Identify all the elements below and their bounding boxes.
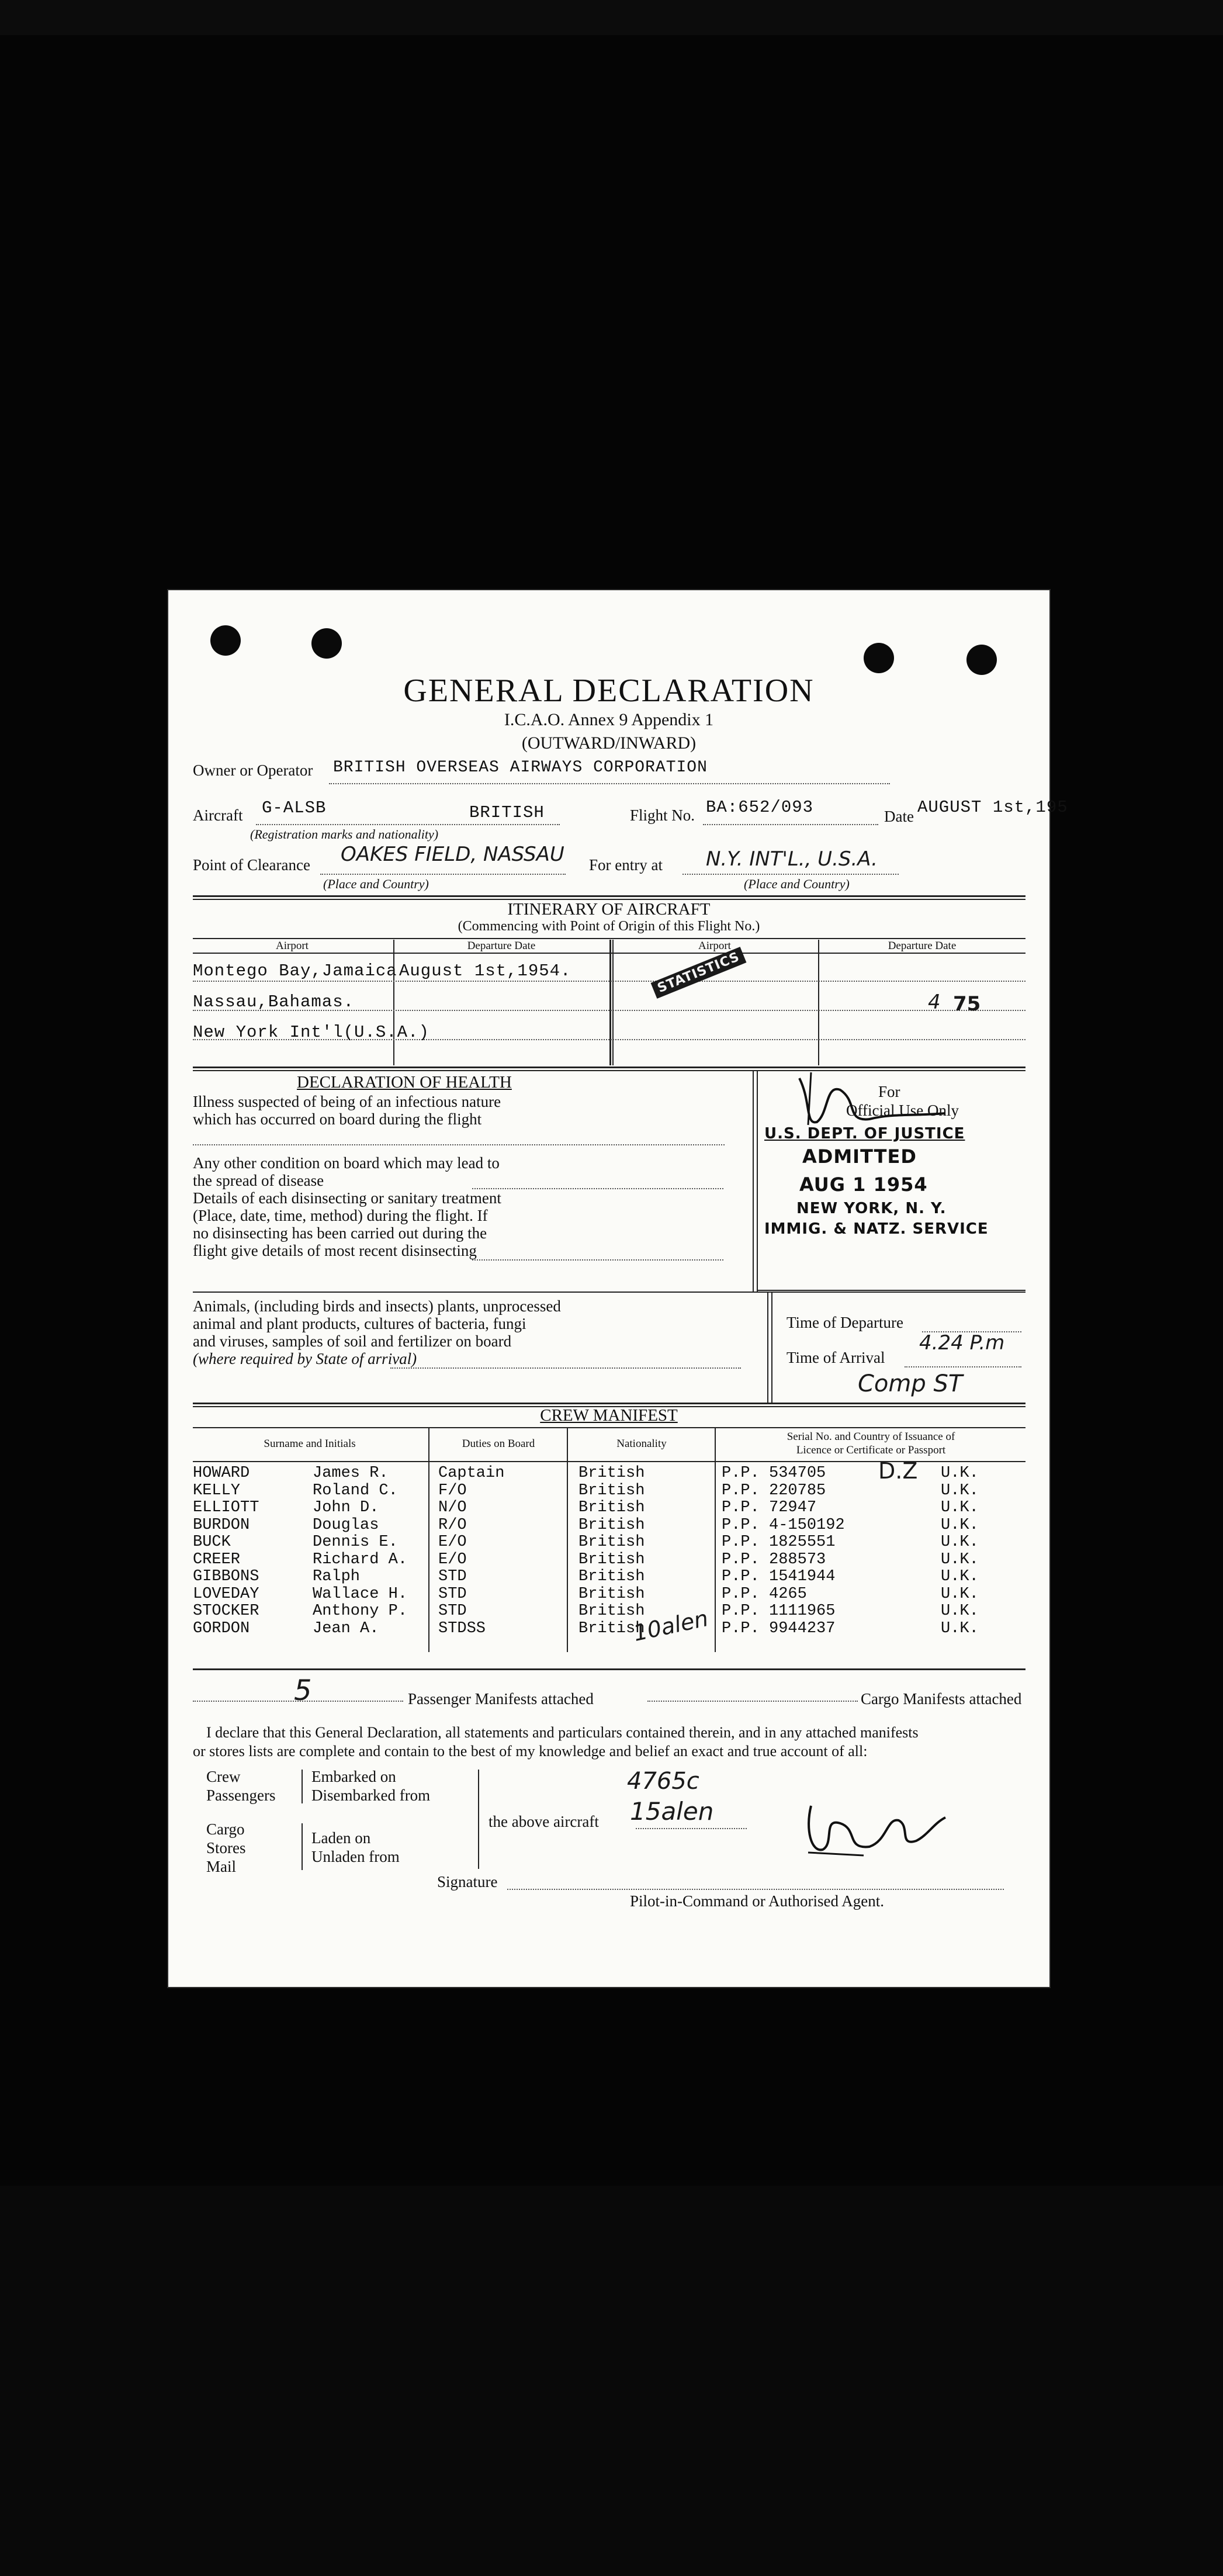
crew-document: P.P. 534705 (722, 1464, 826, 1482)
crew-surname: GIBBONS (193, 1568, 259, 1585)
crew-document: P.P. 1825551 (722, 1533, 836, 1551)
crew-surname: HOWARD (193, 1464, 250, 1482)
crew-duty: Captain (438, 1464, 505, 1482)
owner-value: BRITISH OVERSEAS AIRWAYS CORPORATION (333, 759, 708, 777)
decl-disembarked: Disembarked from (311, 1786, 431, 1804)
crew-document: P.P. 1111965 (722, 1602, 836, 1620)
crew-surname: STOCKER (193, 1602, 259, 1620)
departure-label: Time of Departure (787, 1314, 903, 1331)
arrival-label: Time of Arrival (787, 1349, 885, 1366)
punch-hole (966, 645, 997, 675)
crew-document: P.P. 1541944 (722, 1568, 836, 1585)
crew-duty: STD (438, 1568, 467, 1585)
crew-nationality: British (578, 1619, 645, 1637)
crew-col-nationality: Nationality (616, 1438, 667, 1450)
animals-line: Animals, (including birds and insects) plants, unprocessed (193, 1297, 561, 1315)
crew-country: U.K. (941, 1585, 979, 1603)
rule (193, 1403, 1025, 1404)
crew-country: U.K. (941, 1464, 979, 1482)
crew-document: P.P. 4265 (722, 1585, 807, 1603)
itinerary-col-date-2: Departure Date (888, 940, 957, 952)
aircraft-registration: G-ALSB (262, 798, 327, 818)
crew-surname: CREER (193, 1550, 241, 1569)
crew-surname: LOVEDAY (193, 1585, 259, 1603)
crew-duty: STDSS (438, 1619, 486, 1637)
decl-embarked: Embarked on (311, 1768, 396, 1785)
arrival-value: 4.24 P.m (919, 1331, 1005, 1355)
col-divider (818, 940, 819, 1065)
crew-duty: E/O (438, 1533, 467, 1551)
itinerary-hand-mark: 75 (953, 992, 981, 1016)
rule (193, 1292, 1025, 1293)
decl-cargo: Cargo (206, 1820, 245, 1838)
crew-hand-note: 10alen (630, 1605, 711, 1646)
entry-value: N.Y. INT'L., U.S.A. (706, 847, 878, 871)
crew-duty: F/O (438, 1481, 467, 1500)
decl-above-aircraft: the above aircraft (488, 1813, 599, 1830)
health-q3: Details of each disinsecting or sanitary treatment (193, 1189, 501, 1207)
col-divider (757, 1070, 758, 1292)
crew-country: U.K. (941, 1533, 979, 1551)
animals-dotline (390, 1367, 741, 1369)
stamp-city: NEW YORK, N. Y. (796, 1200, 947, 1217)
health-q1: which has occurred on board during the flight (193, 1110, 482, 1128)
passenger-manifests-label: Passenger Manifests attached (408, 1690, 594, 1708)
crew-nationality: British (578, 1481, 645, 1500)
official-use: Official Use Only (846, 1102, 959, 1119)
crew-given-name: Jean A. (313, 1619, 379, 1637)
crew-given-name: Dennis E. (313, 1533, 398, 1551)
itinerary-airport: Montego Bay,Jamaica (193, 961, 397, 981)
stamp-admitted: ADMITTED (802, 1145, 917, 1168)
crew-given-name: James R. (313, 1464, 389, 1482)
health-q2: the spread of disease (193, 1172, 324, 1189)
crew-country: U.K. (941, 1516, 979, 1534)
row-dotline (193, 981, 1025, 982)
pilot-signature (799, 1794, 951, 1858)
arrival-dotline (905, 1366, 1021, 1367)
punch-hole (864, 643, 894, 673)
health-q2: Any other condition on board which may lead to (193, 1154, 500, 1172)
crew-duty: N/O (438, 1499, 467, 1516)
decl-passengers: Passengers (206, 1786, 276, 1804)
clearance-dotline (320, 874, 566, 875)
health-q3: no disinsecting has been carried out during the (193, 1224, 487, 1242)
crew-given-name: Anthony P. (313, 1602, 408, 1620)
crew-given-name: Richard A. (313, 1550, 408, 1569)
itinerary-subtitle: (Commencing with Point of Origin of this Flight No.) (458, 919, 760, 934)
signature-dotline (507, 1889, 1004, 1890)
rule (757, 1290, 1025, 1291)
crew-given-name: John D. (313, 1499, 379, 1516)
crew-nationality: British (578, 1533, 645, 1551)
crew-given-name: Roland C. (313, 1481, 398, 1500)
crew-given-name: Ralph (313, 1568, 361, 1585)
decl-bracket (302, 1770, 311, 1803)
general-declaration-form (168, 590, 1068, 1987)
date-label: Date (884, 808, 914, 825)
entry-dotline (682, 874, 899, 875)
crew-row (193, 1533, 1025, 1550)
owner-dotline (329, 783, 890, 784)
itinerary-date: August 1st,1954. (399, 961, 571, 981)
statistics-stamp: STATISTICS (651, 947, 747, 999)
flight-number: BA:652/093 (706, 798, 814, 817)
itinerary-title: ITINERARY OF AIRCRAFT (507, 900, 711, 919)
itinerary-airport: Nassau,Bahamas. (193, 992, 355, 1012)
crew-surname: BURDON (193, 1516, 250, 1534)
crew-duty: E/O (438, 1550, 467, 1569)
entry-label: For entry at (589, 856, 663, 874)
crew-given-name: Wallace H. (313, 1585, 408, 1603)
crew-nationality: British (578, 1464, 645, 1482)
decl-dotline (636, 1828, 747, 1829)
decl-laden: Laden on (311, 1829, 371, 1847)
crew-row (193, 1620, 1025, 1637)
itinerary-col-airport: Airport (276, 940, 309, 952)
crew-col-licence: Licence or Certificate or Passport (796, 1444, 946, 1456)
animals-line: animal and plant products, cultures of bacteria, fungi (193, 1315, 526, 1332)
punch-hole (210, 625, 241, 656)
crew-nationality: British (578, 1568, 645, 1585)
rule (193, 1668, 1025, 1670)
aircraft-label: Aircraft (193, 806, 243, 824)
form-title: GENERAL DECLARATION (403, 673, 815, 709)
official-for: For (878, 1083, 900, 1100)
decl-unladen: Unladen from (311, 1848, 400, 1865)
crew-row (193, 1551, 1025, 1568)
itinerary-col-date: Departure Date (467, 940, 536, 952)
crew-hand-dz: D.Z (878, 1458, 918, 1484)
animals-line: and viruses, samples of soil and fertilizer on board (193, 1332, 512, 1350)
animals-line: (where required by State of arrival) (193, 1350, 417, 1367)
crew-col-surname: Surname and Initials (264, 1438, 356, 1450)
crew-row (193, 1482, 1025, 1499)
rule (193, 938, 1025, 939)
crew-document: P.P. 220785 (722, 1481, 826, 1500)
crew-row (193, 1585, 1025, 1602)
aircraft-nationality: BRITISH (469, 803, 545, 822)
itinerary-hand-mark: 4 (928, 991, 941, 1014)
form-annex: I.C.A.O. Annex 9 Appendix 1 (504, 710, 714, 729)
col-divider (771, 1292, 772, 1403)
aircraft-dotline (256, 824, 560, 825)
clearance-place-note: (Place and Country) (323, 877, 429, 891)
crew-document: P.P. 72947 (722, 1499, 817, 1516)
crew-country: U.K. (941, 1602, 979, 1620)
passenger-dotline (193, 1701, 403, 1702)
decl-stores: Stores (206, 1839, 246, 1857)
form-direction: (OUTWARD/INWARD) (521, 733, 697, 753)
health-dotline (193, 1144, 725, 1145)
health-q3: (Place, date, time, method) during the flight. If (193, 1207, 488, 1224)
owner-label: Owner or Operator (193, 761, 313, 779)
crew-surname: BUCK (193, 1533, 231, 1551)
crew-document: P.P. 9944237 (722, 1619, 836, 1637)
health-q1: Illness suspected of being of an infectious nature (193, 1093, 501, 1110)
decl-crew: Crew (206, 1768, 241, 1785)
crew-country: U.K. (941, 1550, 979, 1569)
official-signature-scribble (776, 1067, 951, 1131)
crew-country: U.K. (941, 1619, 979, 1637)
itinerary-col-airport-2: Airport (698, 940, 731, 952)
punch-hole (311, 628, 342, 659)
stamp-date: AUG 1 1954 (799, 1173, 928, 1196)
signer-label: Pilot-in-Command or Authorised Agent. (630, 1892, 884, 1910)
decl-hand-1: 4765c (627, 1768, 699, 1795)
crew-duty: R/O (438, 1516, 467, 1534)
film-band-bottom (0, 2186, 1223, 2576)
crew-country: U.K. (941, 1499, 979, 1516)
crew-surname: ELLIOTT (193, 1499, 259, 1516)
health-title: DECLARATION OF HEALTH (297, 1073, 512, 1092)
crew-given-name: Douglas (313, 1516, 379, 1534)
decl-bracket (302, 1823, 311, 1870)
crew-row (193, 1602, 1025, 1619)
crew-surname: GORDON (193, 1619, 250, 1637)
crew-country: U.K. (941, 1481, 979, 1500)
crew-row (193, 1516, 1025, 1533)
crew-row (193, 1499, 1025, 1516)
health-dotline (472, 1259, 723, 1261)
declaration-text: I declare that this General Declaration, all statements and particulars contained therein, and in any attached manifests (206, 1724, 919, 1741)
crew-duty: STD (438, 1585, 467, 1603)
official-note: Comp ST (858, 1370, 963, 1397)
crew-nationality: British (578, 1602, 645, 1620)
itinerary-airport: New York Int'l(U.S.A.) (193, 1023, 429, 1042)
col-divider (393, 940, 394, 1065)
flight-label: Flight No. (630, 806, 695, 824)
health-dotline (472, 1188, 723, 1189)
col-divider (612, 940, 614, 1065)
crew-nationality: British (578, 1516, 645, 1534)
film-band-top (0, 0, 1223, 35)
stamp-service: IMMIG. & NATZ. SERVICE (764, 1220, 989, 1238)
crew-surname: KELLY (193, 1481, 241, 1500)
crew-col-serial: Serial No. and Country of Issuance of (787, 1431, 955, 1443)
decl-brace (478, 1770, 487, 1869)
crew-document: P.P. 288573 (722, 1550, 826, 1569)
flight-dotline (703, 824, 878, 825)
entry-note: (Place and Country) (744, 877, 850, 891)
crew-nationality: British (578, 1499, 645, 1516)
aircraft-note: (Registration marks and nationality) (250, 827, 439, 842)
crew-country: U.K. (941, 1568, 979, 1585)
signature-label: Signature (437, 1873, 498, 1891)
crew-title: CREW MANIFEST (540, 1406, 678, 1425)
health-q3: flight give details of most recent disinsecting (193, 1242, 477, 1259)
stamp-dept: U.S. DEPT. OF JUSTICE (764, 1125, 965, 1142)
crew-col-duties: Duties on Board (462, 1438, 535, 1450)
clearance-label: Point of Clearance (193, 856, 310, 874)
declaration-text: or stores lists are complete and contain to the best of my knowledge and belief an exact and true account of all: (193, 1743, 868, 1760)
crew-nationality: British (578, 1585, 645, 1603)
clearance-place: OAKES FIELD, NASSAU (341, 843, 564, 866)
col-divider (753, 1070, 754, 1292)
crew-nationality: British (578, 1550, 645, 1569)
rule (193, 1427, 1025, 1428)
decl-mail: Mail (206, 1858, 236, 1875)
crew-row (193, 1568, 1025, 1585)
cargo-manifests-label: Cargo Manifests attached (861, 1690, 1022, 1708)
col-divider (767, 1292, 768, 1403)
crew-duty: STD (438, 1602, 467, 1620)
decl-hand-2: 15alen (630, 1797, 714, 1826)
date-value: AUGUST 1st,195 (917, 798, 1068, 817)
col-divider (609, 940, 611, 1065)
crew-document: P.P. 4-150192 (722, 1516, 845, 1534)
passenger-count: 5 (294, 1674, 312, 1707)
rule (193, 895, 1025, 897)
cargo-dotline (647, 1701, 858, 1702)
